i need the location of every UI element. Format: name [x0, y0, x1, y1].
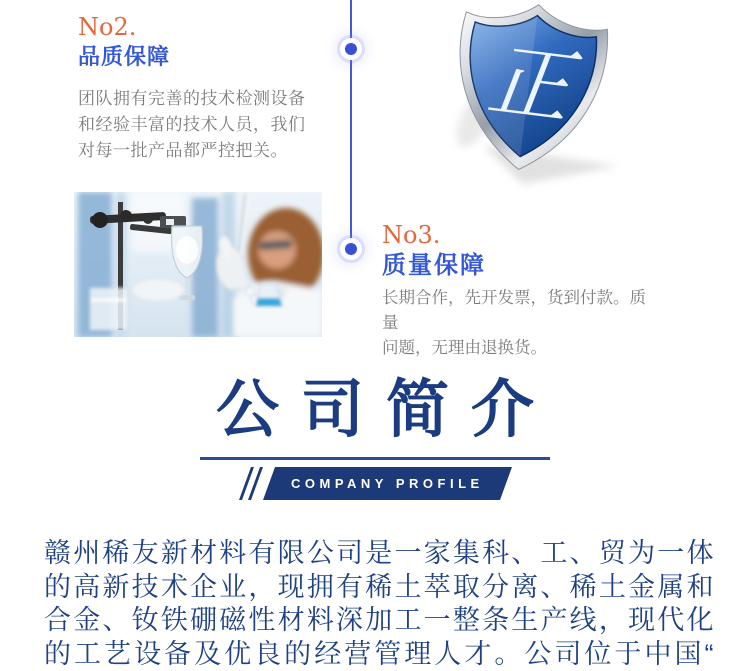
timeline-dot — [345, 43, 357, 55]
section-subheading: COMPANY PROFILE — [290, 476, 484, 491]
subtitle-banner — [263, 467, 512, 500]
step-title: 品质保障 — [78, 44, 171, 69]
timeline-line — [350, 0, 352, 249]
timeline-dot — [345, 243, 357, 255]
feature-step-quality-guarantee — [382, 222, 662, 361]
shield-certified-icon — [428, 0, 628, 191]
intro-line: 合金、钕铁硼磁性材料深加工一整条生产线，现代化 — [44, 605, 714, 636]
laboratory-photo — [74, 192, 322, 337]
intro-line: 赣州稀友新材料有限公司是一家集科、工、贸为一体 — [44, 538, 714, 568]
company-profile-header — [0, 375, 750, 500]
step-title: 质量保障 — [382, 252, 486, 279]
subtitle-banner-row — [0, 467, 750, 500]
step-number: No3. — [382, 221, 441, 249]
step-description-line: 长期合作，先开发票，货到付款。质量 — [382, 289, 646, 332]
step-description — [78, 86, 338, 164]
feature-step-quality-assurance — [78, 14, 338, 164]
step-description-line: 对每一批产品都严控把关。 — [78, 141, 288, 160]
step-description — [382, 286, 662, 361]
step-description-line: 和经验丰富的技术人员，我们 — [78, 115, 306, 134]
divider-line — [200, 457, 550, 460]
step-number: No2. — [78, 13, 137, 41]
intro-line: 的工艺设备及优良的经营管理人才。公司位于中国“ — [44, 638, 714, 669]
intro-line: 的高新技术企业，现拥有稀土萃取分离、稀土金属和 — [44, 571, 714, 602]
step-description-line: 问题，无理由退换货。 — [382, 339, 547, 357]
shield-glyph: 正 — [482, 32, 576, 137]
section-heading: 公司简介 — [216, 375, 556, 445]
company-intro-paragraph — [44, 537, 714, 671]
step-description-line: 团队拥有完善的技术检测设备 — [78, 89, 306, 108]
